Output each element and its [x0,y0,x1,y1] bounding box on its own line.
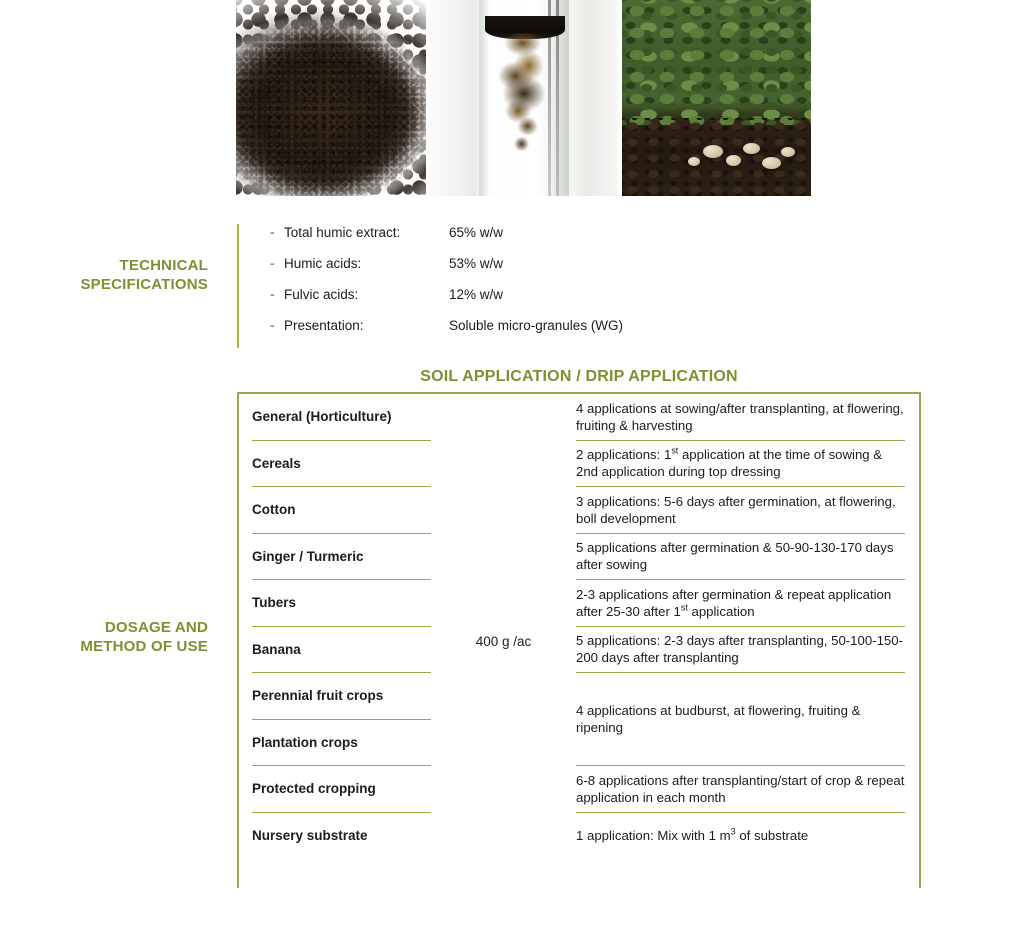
spec-row [270,286,797,317]
potato-tuber [762,157,781,169]
crop-column [239,394,431,888]
spec-row [270,255,797,286]
crop-cell: Cereals [252,441,431,488]
spec-value: 12% w/w [449,287,504,302]
spec-name: Total humic extract: [284,225,401,240]
application-description-column [576,394,919,888]
crop-cell: Plantation crops [252,720,431,767]
spec-value: 53% w/w [449,256,504,271]
application-description-text: 1 application: Mix with 1 $m^3$ of substrate [576,826,809,844]
granules-dissolving-test-tube-photo [430,0,618,196]
spec-name: Humic acids: [284,256,362,271]
crop-cell: Perennial fruit crops [252,673,431,720]
application-description-text: 2-3 applications after germination & repeat application after 25-30 after 1st application [576,586,892,619]
crop-cell: General (Horticulture) [252,394,431,441]
potato-foliage [622,0,811,125]
application-description-cell: 6-8 applications after transplanting/start of crop & repeat application in each month [576,766,905,813]
dosage-method-label-line1: DOSAGE AND [104,619,208,636]
crop-cell: Protected cropping [252,766,431,813]
dosage-method-label [20,618,208,656]
bullet-dash-icon: - [270,255,275,271]
application-description-cell: 5 applications after germination & 50-90-130-170 days after sowing [576,534,905,581]
bullet-dash-icon: - [270,286,275,302]
bullet-dash-icon: - [270,224,275,240]
spec-value: Soluble micro-granules (WG) [449,318,624,333]
technical-specifications-label-line1: TECHNICAL [119,257,208,274]
potato-tuber [726,155,741,166]
spec-row [270,317,797,348]
application-description-cell: 3 applications: 5-6 days after germination, at flowering, boll development [576,487,905,534]
dosage-method-label-line2: METHOD OF USE [80,638,208,655]
bullet-dash-icon: - [270,317,275,333]
application-description-cell: 4 applications at sowing/after transplanting, at flowering, fruiting & harvesting [576,394,905,441]
application-description-cell: 4 applications at budburst, at flowering, fruiting & ripening [576,673,905,766]
crop-cell: Nursery substrate [252,828,368,844]
potato-crop-with-tubers-photo [622,0,811,196]
spec-value: 65% w/w [449,225,504,240]
granule-scatter [236,0,426,196]
cubic-exponent: 3 [730,826,736,837]
crop-cell: Ginger / Turmeric [252,534,431,581]
ordinal-suffix: st [680,602,688,613]
technical-specifications-list [237,224,797,348]
dosage-table [237,392,921,888]
crop-cell: Tubers [252,580,431,627]
soil-application-heading: SOIL APPLICATION / DRIP APPLICATION [420,368,738,385]
spec-name: Presentation: [284,318,364,333]
product-photo-strip [236,0,811,196]
spec-row [270,224,797,255]
dose-rate-cell: 400 g /ac [475,633,532,649]
application-description-cell [576,580,905,627]
humic-granules-pile-photo [236,0,426,196]
potato-tuber [743,143,760,154]
application-description-text: 2 applications: 1st application at the time of sowing & 2nd application during top dressing [576,445,883,480]
technical-specifications-label [20,256,208,294]
application-description-cell: 5 applications: 2-3 days after transplanting, 50-100-150-200 days after transplanting [576,627,905,674]
technical-specifications-label-line2: SPECIFICATIONS [80,276,208,293]
application-description-cell [576,813,905,860]
spec-name: Fulvic acids: [284,287,359,302]
potato-tuber [688,157,700,166]
ordinal-suffix: st [671,445,679,456]
crop-cell: Cotton [252,487,431,534]
potato-tuber [781,147,795,157]
application-description-cell [576,441,905,488]
dissolving-plume [494,33,554,158]
crop-cell: Banana [252,627,431,674]
